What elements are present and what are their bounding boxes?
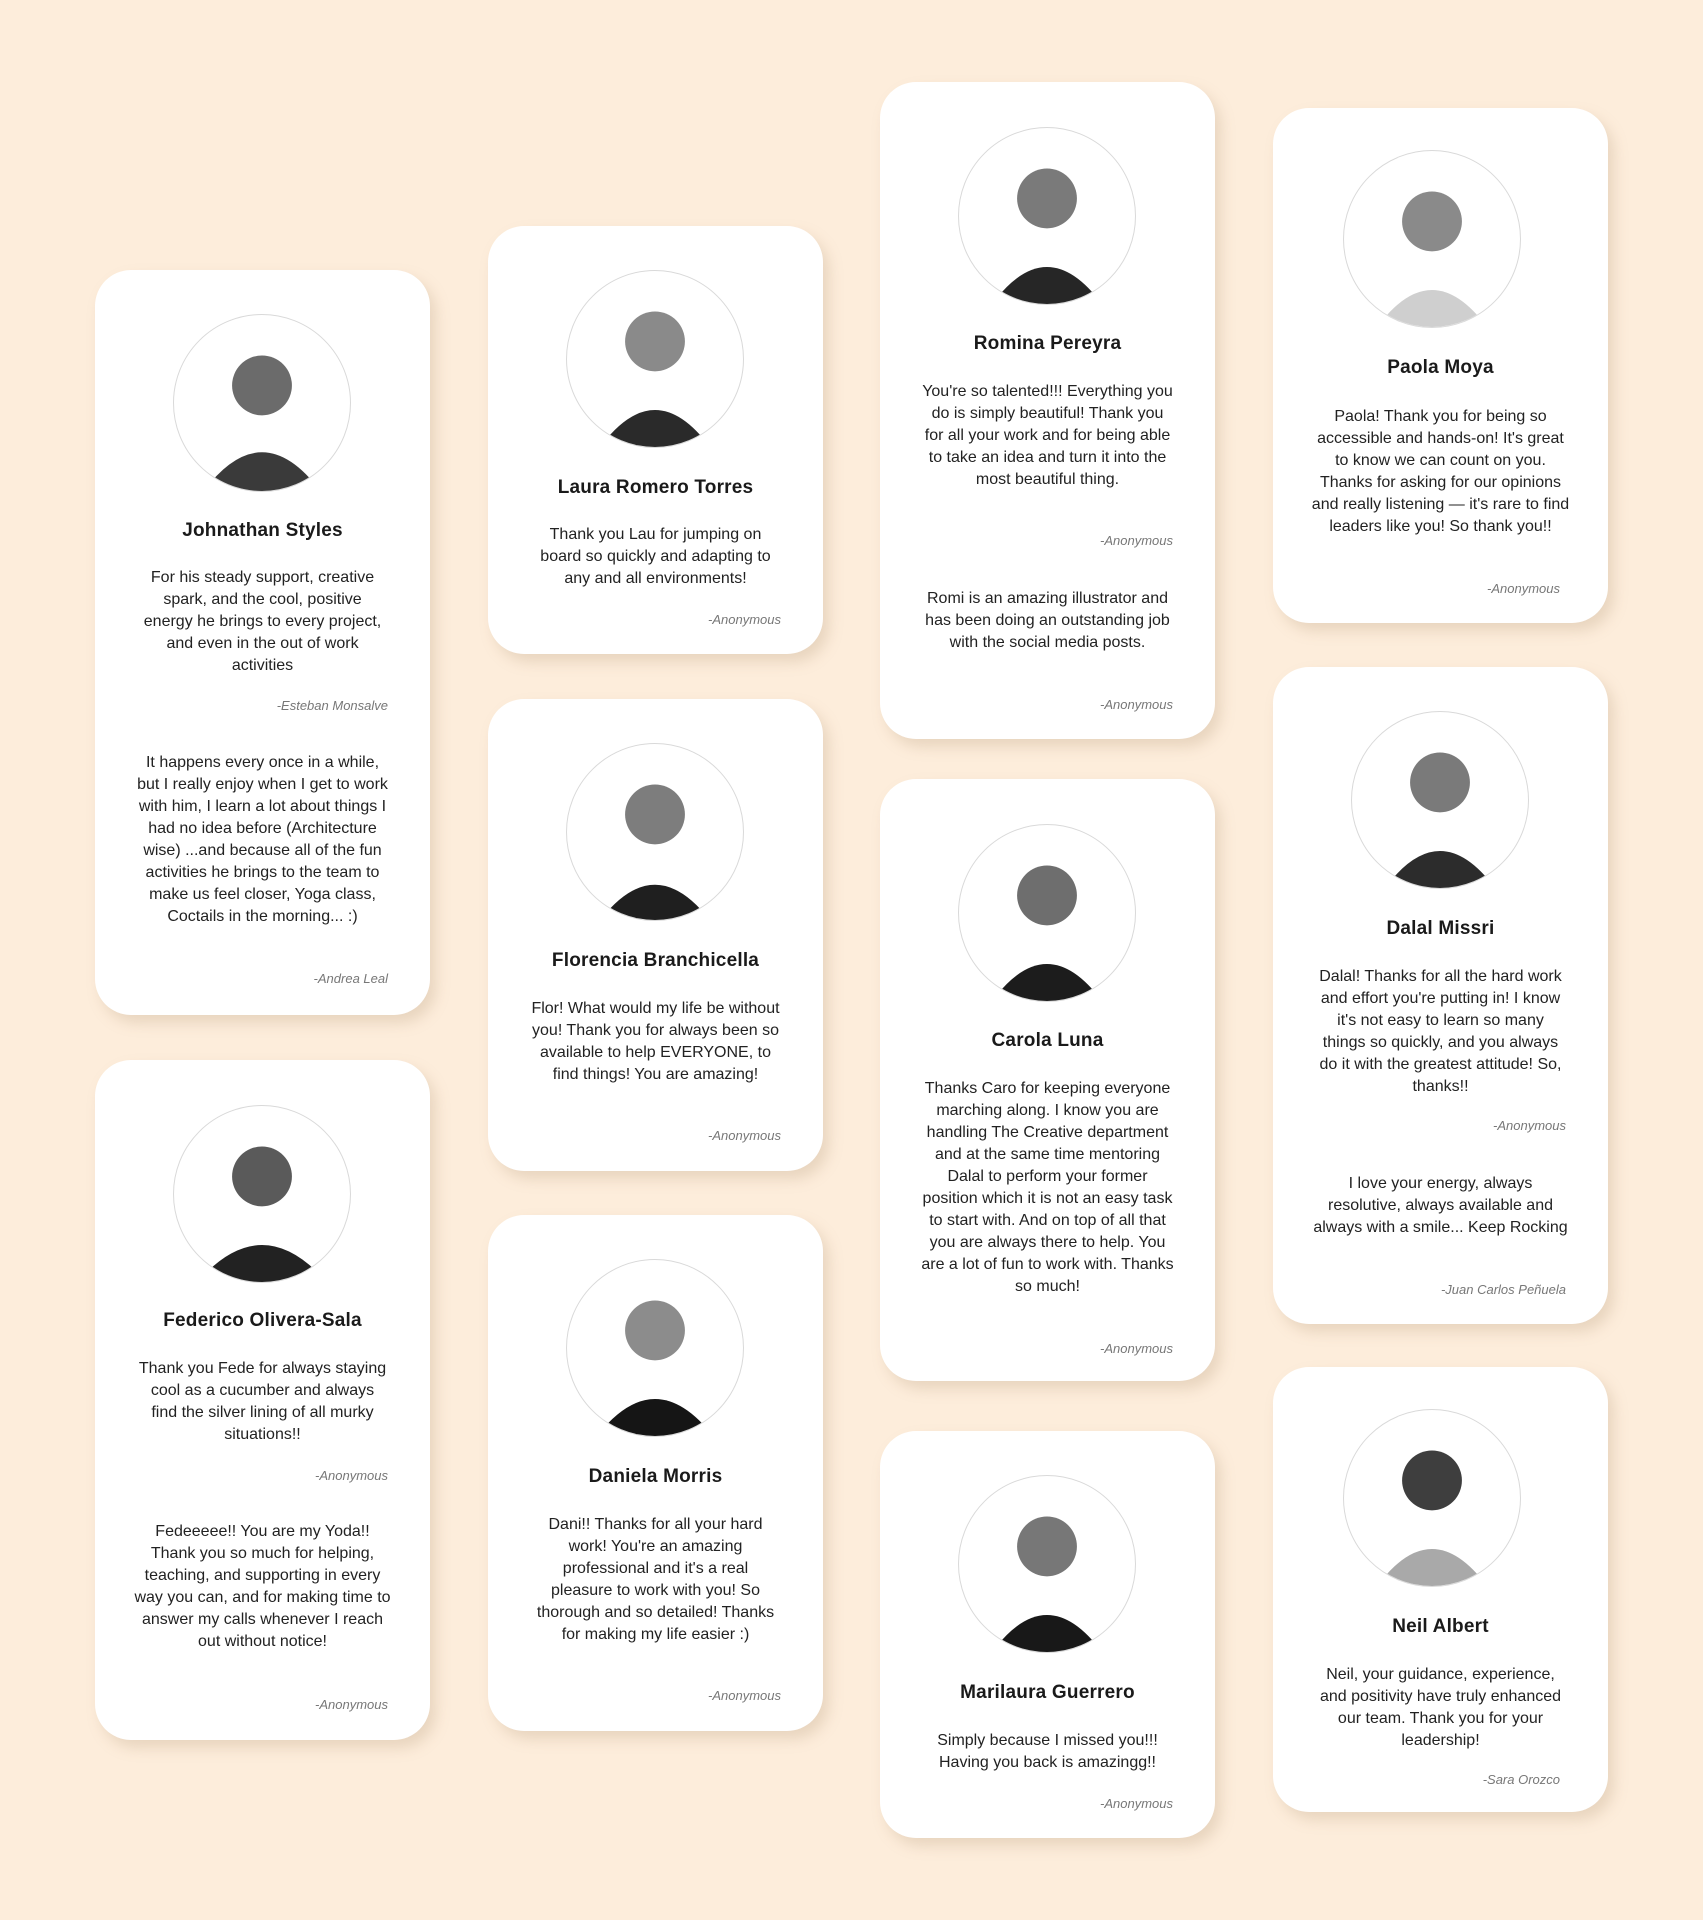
person-name: Florencia Branchicella (551, 950, 760, 971)
testimonial-author: -Sara Orozco (1482, 1772, 1560, 1787)
portrait-photo-icon (958, 824, 1136, 1002)
portrait-photo-icon (1351, 711, 1529, 889)
testimonial-author: -Anonymous (1100, 1796, 1173, 1811)
portrait-photo-icon (566, 743, 744, 921)
person-name: Dalal Missri (1386, 918, 1495, 939)
testimonial-author: -Anonymous (1100, 1341, 1173, 1356)
person-name: Neil Albert (1392, 1616, 1489, 1637)
portrait-photo-icon (566, 1259, 744, 1437)
testimonial-author: -Anonymous (315, 1468, 388, 1483)
testimonial-text: Paola! Thank you for being so accessible and hands-on! It's great to know we can count on you. Thanks for asking for our opinions and really listening — it's rare to find leaders like you! So thank you!! (1311, 408, 1570, 535)
person-name: Carola Luna (991, 1030, 1104, 1051)
testimonial-author: -Juan Carlos Peñuela (1440, 1282, 1566, 1297)
testimonial-text: You're so talented!!! Everything you do is simply beautiful! Thank you for all your work and for being able to take an idea and turn it into the most beautiful thing. (922, 383, 1173, 488)
card-neil-albert (1273, 1367, 1608, 1812)
testimonial-text: Romi is an amazing illustrator and has been doing an outstanding job with the social media posts. (925, 590, 1170, 651)
testimonial-text: Simply because I missed you!!! Having you back is amazingg!! (937, 1732, 1158, 1771)
testimonial-author: -Anonymous (315, 1697, 388, 1712)
testimonial-author: -Anonymous (708, 1128, 781, 1143)
card-paola-moya (1273, 108, 1608, 623)
testimonial-text: Dani!! Thanks for all your hard work! You're an amazing professional and it's a real pleasure to work with you! So thorough and so detailed! Thanks for making my life easier :) (536, 1516, 775, 1643)
testimonial-text: For his steady support, creative spark, and the cool, positive energy he brings to every project, and even in the out of work activities (143, 569, 382, 674)
testimonial-text: Fedeeeee!! You are my Yoda!! Thank you so much for helping, teaching, and supporting in every way you can, and for making time to answer my calls whenever I reach out without notice! (134, 1523, 391, 1650)
portrait-photo-icon (958, 1475, 1136, 1653)
testimonial-author: -Anonymous (1100, 697, 1173, 712)
testimonial-text: Thank you Fede for always staying cool as a cucumber and always find the silver lining of all murky situations!! (138, 1360, 387, 1443)
person-name: Johnathan Styles (182, 520, 343, 541)
person-name: Romina Pereyra (973, 333, 1122, 354)
testimonial-author: -Anonymous (1493, 1118, 1566, 1133)
testimonial-author: -Anonymous (1487, 581, 1560, 596)
card-johnathan-styles (95, 270, 430, 1015)
testimonial-text: Thank you Lau for jumping on board so quickly and adapting to any and all environments! (540, 526, 771, 587)
testimonial-text: Neil, your guidance, experience, and positivity have truly enhanced our team. Thank you for your leadership! (1319, 1666, 1562, 1749)
card-marilaura-guerrero (880, 1431, 1215, 1838)
testimonial-author: -Anonymous (708, 612, 781, 627)
person-name: Laura Romero Torres (557, 477, 754, 498)
testimonial-author: -Anonymous (1100, 533, 1173, 548)
portrait-photo-icon (566, 270, 744, 448)
person-name: Marilaura Guerrero (960, 1682, 1135, 1703)
card-carola-luna (880, 779, 1215, 1381)
testimonial-text: Flor! What would my life be without you! Thank you for always been so available to help EVERYONE, to find things! You are amazing! (531, 1000, 780, 1083)
person-name: Daniela Morris (588, 1466, 723, 1487)
card-florencia-branchicella (488, 699, 823, 1171)
card-romina-pereyra (880, 82, 1215, 739)
card-daniela-morris (488, 1215, 823, 1731)
testimonial-text: It happens every once in a while, but I really enjoy when I get to work with him, I learn a lot about things I had no idea before (Architecture wise) ...and because all of the fun activities he brings to the team to make us feel closer, Yoga class, Coctails in the morning... :) (137, 754, 388, 925)
testimonial-text: I love your energy, always resolutive, always available and always with a smile... Keep Rocking (1313, 1175, 1568, 1236)
testimonial-author: -Esteban Monsalve (276, 698, 388, 713)
person-name: Paola Moya (1387, 357, 1494, 378)
portrait-photo-icon (173, 314, 351, 492)
testimonial-author: -Anonymous (708, 1688, 781, 1703)
testimonial-author: -Andrea Leal (313, 971, 388, 986)
portrait-photo-icon (1343, 1409, 1521, 1587)
person-name: Federico Olivera-Sala (163, 1310, 362, 1331)
portrait-photo-icon (958, 127, 1136, 305)
card-laura-romero-torres (488, 226, 823, 654)
card-federico-olivera-sala (95, 1060, 430, 1740)
card-dalal-missri (1273, 667, 1608, 1324)
portrait-photo-icon (173, 1105, 351, 1283)
testimonial-text: Dalal! Thanks for all the hard work and effort you're putting in! I know it's not easy to learn so many things so quickly, and you always do it with the greatest attitude! So, thanks!! (1319, 968, 1562, 1095)
testimonial-text: Thanks Caro for keeping everyone marching along. I know you are handling The Creative department and at the same time mentoring Dalal to perform your former position which it is not an easy task to start with. And on top of all that you are always there to help. You are a lot of fun to work with. Thanks so much! (921, 1080, 1174, 1295)
portrait-photo-icon (1343, 150, 1521, 328)
